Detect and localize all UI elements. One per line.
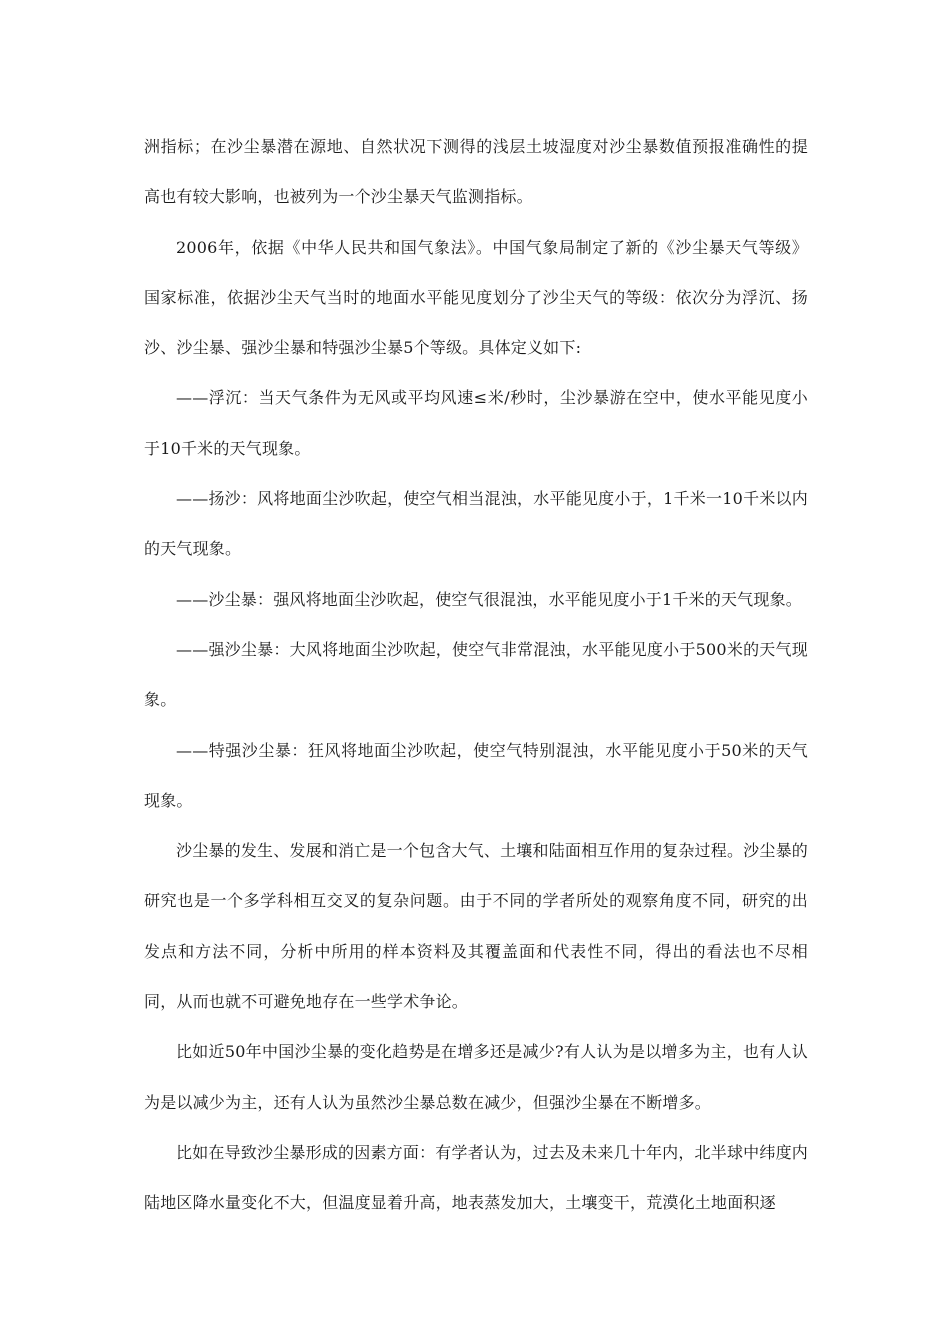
paragraph-monitoring-indicators: 洲指标；在沙尘暴潜在源地、自然状况下测得的浅层土坡湿度对沙尘暴数值预报准确性的提高也有较大影响，也被列为一个沙尘暴天气监测指标。 [144,137,808,207]
paragraph-complex-process: 沙尘暴的发生、发展和消亡是一个包含大气、土壤和陆面相互作用的复杂过程。沙尘暴的研究也是一个多学科相互交叉的复杂问题。由于不同的学者所处的观察角度不同，研究的出发点和方法不同，分析中所用的样本资料及其覆盖面和代表性不同，得出的看法也不尽相同，从而也就不可避免地存在一些学术争论。 [144,841,808,1012]
paragraph-sandstorm: ——沙尘暴：强风将地面尘沙吹起，使空气很混浊，水平能见度小于1千米的天气现象。 [176,589,802,609]
paragraph-trend-debate: 比如近50年中国沙尘暴的变化趋势是在增多还是减少?有人认为是以增多为主，也有人认为是以减少为主，还有人认为虽然沙尘暴总数在减少，但强沙尘暴在不断增多。 [144,1042,808,1112]
paragraph-formation-factors: 比如在导致沙尘暴形成的因素方面：有学者认为，过去及未来几十年内，北半球中纬度内陆地区降水量变化不大，但温度显着升高，地表蒸发加大，土壤变干，荒漠化土地面积逐 [144,1142,808,1213]
paragraph-national-standard: 2006年，依据《中华人民共和国气象法》。中国气象局制定了新的《沙尘暴天气等级》国家标准，依据沙尘天气当时的地面水平能见度划分了沙尘天气的等级：依次分为浮沉、扬沙、沙尘暴、强沙尘暴和特强沙尘暴5个等级。具体定义如下: [144,237,808,358]
paragraph-strong-sandstorm: ——强沙尘暴：大风将地面尘沙吹起，使空气非常混浊，水平能见度小于500米的天气现象。 [144,639,808,710]
paragraph-floating-dust: ——浮沉：当天气条件为无风或平均风速≤米/秒时，尘沙暴游在空中，使水平能见度小于10千米的天气现象。 [144,388,808,458]
document-body [144,122,808,1229]
paragraph-extreme-sandstorm: ——特强沙尘暴：狂风将地面尘沙吹起，使空气特别混浊，水平能见度小于50米的天气现象。 [144,740,808,810]
paragraph-blowing-sand: ——扬沙：风将地面尘沙吹起，使空气相当混浊，水平能见度小于，1千米一10千米以内的天气现象。 [144,489,808,559]
